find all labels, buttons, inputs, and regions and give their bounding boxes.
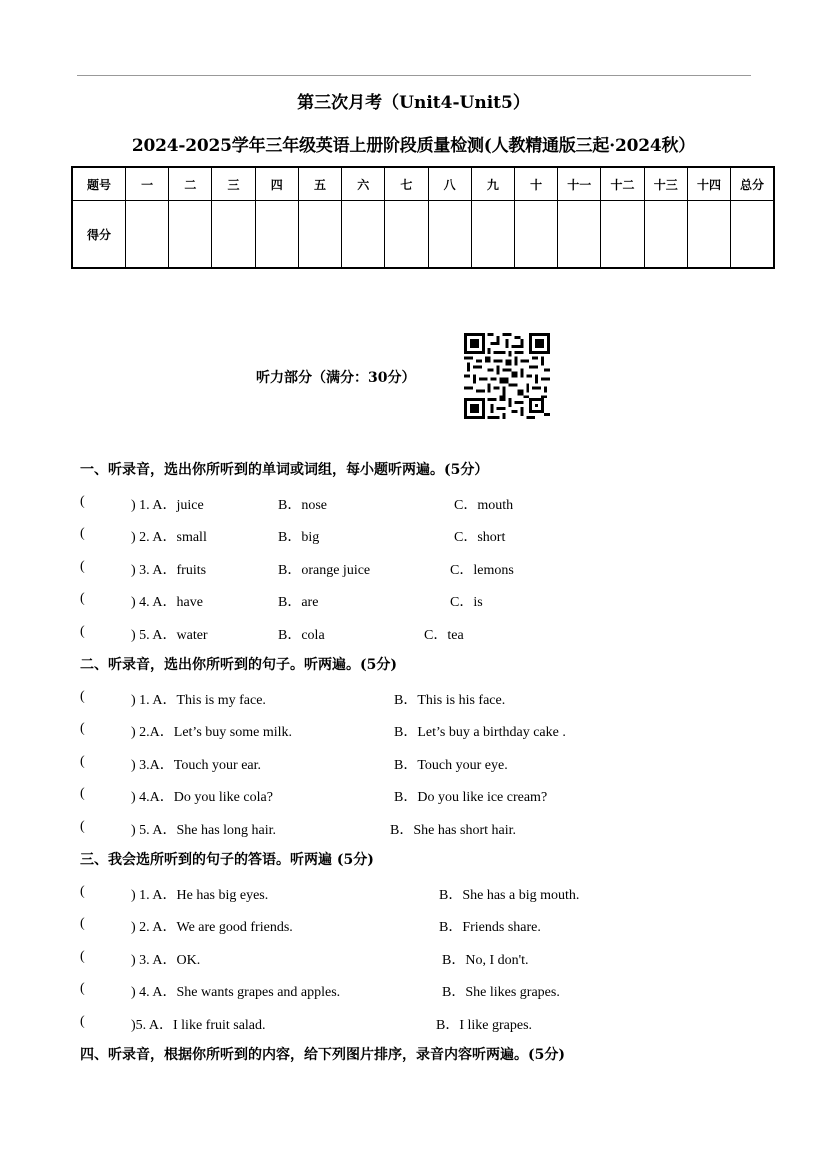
score-header-cell: 十一 (558, 167, 601, 201)
answer-blank[interactable]: ( (80, 526, 85, 541)
question-row (80, 526, 780, 546)
score-label: 得分 (72, 201, 126, 269)
answer-blank[interactable]: ( (80, 884, 85, 899)
score-header-cell: 十三 (644, 167, 687, 201)
question-option-b: B．Touch your eye. (394, 758, 508, 773)
question-option-a: ) 4. A．She wants grapes and apples. (131, 985, 341, 1000)
score-cell[interactable] (255, 201, 298, 269)
score-header-cell: 二 (169, 167, 212, 201)
question-option-a: )5. A．I like fruit salad. (131, 1018, 266, 1033)
score-cell[interactable] (126, 201, 169, 269)
score-cell[interactable] (212, 201, 255, 269)
question-row (80, 559, 780, 579)
question-option-a: ) 1. A．juice (131, 498, 204, 513)
section-4-title: 四、听录音，根据你所听到的内容，给下列图片排序，录音内容听两遍。(5分) (80, 1047, 565, 1063)
score-cell[interactable] (385, 201, 428, 269)
question-option-a: ) 5. A．She has long hair. (131, 823, 277, 838)
qr-code-icon (464, 333, 550, 419)
question-row (80, 494, 780, 514)
score-header-cell: 六 (342, 167, 385, 201)
question-option-b: B．She has a big mouth. (439, 888, 580, 903)
question-option-a: ) 3. A．OK. (131, 953, 201, 968)
score-cell[interactable] (169, 201, 212, 269)
answer-blank[interactable]: ( (80, 559, 85, 574)
score-header-cell: 十四 (687, 167, 730, 201)
question-option-b: B．No, I don't. (442, 953, 529, 968)
listening-title: 听力部分（满分：30分） (256, 370, 416, 386)
question-option-b: B．I like grapes. (436, 1018, 533, 1033)
question-option-b: B．She likes grapes. (442, 985, 560, 1000)
answer-blank[interactable]: ( (80, 624, 85, 639)
question-row (80, 819, 780, 839)
question-row (80, 624, 780, 644)
question-option-a: ) 5. A．water (131, 628, 208, 643)
score-header-cell: 九 (471, 167, 514, 201)
answer-blank[interactable]: ( (80, 981, 85, 996)
score-cell[interactable] (514, 201, 557, 269)
question-option-b: B．cola (278, 628, 325, 643)
score-value-row (72, 201, 774, 269)
question-option-c: C．lemons (450, 563, 514, 578)
question-option-a: ) 3. A．fruits (131, 563, 207, 578)
question-option-a: ) 1. A．He has big eyes. (131, 888, 269, 903)
section-2-title: 二、听录音，选出你所听到的句子。听两遍。(5分) (80, 657, 397, 673)
answer-blank[interactable]: ( (80, 916, 85, 931)
question-option-b: B．She has short hair. (390, 823, 516, 838)
question-option-b: B．Friends share. (439, 920, 541, 935)
question-row (80, 884, 780, 904)
score-cell[interactable] (644, 201, 687, 269)
question-option-a: ) 2. A．We are good friends. (131, 920, 293, 935)
question-option-b: B．big (278, 530, 320, 545)
answer-blank[interactable]: ( (80, 591, 85, 606)
question-option-c: C．is (450, 595, 483, 610)
question-option-a: ) 4. A．have (131, 595, 203, 610)
question-option-b: B．This is his face. (394, 693, 506, 708)
score-cell[interactable] (471, 201, 514, 269)
question-option-a: ) 2.A．Let’s buy some milk. (131, 725, 292, 740)
score-header-cell: 五 (298, 167, 341, 201)
answer-blank[interactable]: ( (80, 689, 85, 704)
question-option-a: ) 2. A．small (131, 530, 207, 545)
answer-blank[interactable]: ( (80, 754, 85, 769)
answer-blank[interactable]: ( (80, 494, 85, 509)
score-header-cell: 总分 (731, 167, 774, 201)
question-option-b: B．Let’s buy a birthday cake . (394, 725, 566, 740)
section-1-title: 一、听录音，选出你所听到的单词或词组，每小题听两遍。(5分） (80, 462, 489, 478)
question-option-c: C．mouth (454, 498, 514, 513)
score-header-cell: 一 (126, 167, 169, 201)
question-row (80, 981, 780, 1001)
score-header-cell: 十 (514, 167, 557, 201)
question-option-a: ) 4.A．Do you like cola? (131, 790, 273, 805)
exam-subtitle: 2024-2025学年三年级英语上册阶段质量检测(人教精通版三起·2024秋） (131, 136, 696, 156)
question-option-c: C．tea (424, 628, 464, 643)
question-row (80, 721, 780, 741)
answer-blank[interactable]: ( (80, 721, 85, 736)
score-cell[interactable] (342, 201, 385, 269)
question-option-b: B．orange juice (278, 563, 371, 578)
score-header-cell: 四 (255, 167, 298, 201)
score-header-cell: 题号 (72, 167, 126, 201)
question-row (80, 949, 780, 969)
section-3-title: 三、我会选所听到的句子的答语。听两遍 (5分) (80, 852, 374, 868)
answer-blank[interactable]: ( (80, 1014, 85, 1029)
question-row (80, 591, 780, 611)
score-header-cell: 八 (428, 167, 471, 201)
question-option-b: B．are (278, 595, 319, 610)
score-cell[interactable] (731, 201, 774, 269)
question-row (80, 1014, 780, 1034)
question-option-a: ) 1. A．This is my face. (131, 693, 266, 708)
score-header-row (72, 167, 774, 201)
score-cell[interactable] (601, 201, 644, 269)
score-cell[interactable] (428, 201, 471, 269)
question-option-b: B．nose (278, 498, 327, 513)
score-cell[interactable] (298, 201, 341, 269)
question-row (80, 689, 780, 709)
question-row (80, 786, 780, 806)
score-header-cell: 七 (385, 167, 428, 201)
answer-blank[interactable]: ( (80, 819, 85, 834)
exam-title: 第三次月考（Unit4-Unit5） (297, 93, 530, 113)
score-table (71, 166, 775, 269)
question-option-c: C．short (454, 530, 506, 545)
question-row (80, 754, 780, 774)
question-option-b: B．Do you like ice cream? (394, 790, 548, 805)
score-header-cell: 十二 (601, 167, 644, 201)
score-cell[interactable] (558, 201, 601, 269)
score-header-cell: 三 (212, 167, 255, 201)
top-rule (77, 75, 751, 76)
answer-blank[interactable]: ( (80, 786, 85, 801)
question-row (80, 916, 780, 936)
score-cell[interactable] (687, 201, 730, 269)
question-option-a: ) 3.A．Touch your ear. (131, 758, 262, 773)
answer-blank[interactable]: ( (80, 949, 85, 964)
